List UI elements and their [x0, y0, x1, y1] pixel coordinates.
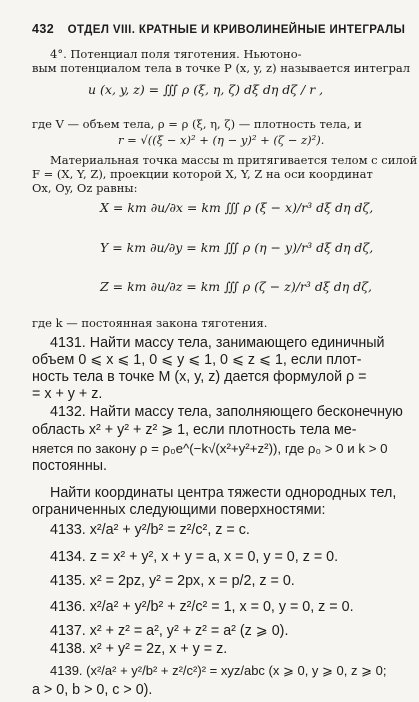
section-4-line-6: Ox, Oy, Oz равны: [32, 181, 138, 195]
section-4-line-7: где k — постоянная закона тяготения. [32, 316, 268, 330]
formula-force-x: X = km ∂u/∂x = km ∭ ρ (ξ − x)/r³ dξ dη dζ, [100, 200, 374, 215]
centroid-intro-line-1: Найти координаты центра тяжести однородных тел, [50, 485, 397, 501]
formula-force-y: Y = km ∂u/∂y = km ∭ ρ (η − y)/r³ dξ dη dζ, [100, 240, 374, 255]
problem-4131-line-1: 4131. Найти массу тела, занимающего единичный [50, 335, 385, 351]
problem-4132-line-3: няется по закону ρ = ρ₀e^(−k√(x²+y²+z²)), где ρ₀ > 0 и k > 0 [32, 441, 388, 456]
problem-4134: 4134. z = x² + y², x + y = a, x = 0, y = 0, z = 0. [50, 549, 339, 565]
problem-4131-line-4: = x + y + z. [32, 386, 103, 402]
problem-4131-line-2: объем 0 ⩽ x ⩽ 1, 0 ⩽ y ⩽ 1, 0 ⩽ z ⩽ 1, если плот- [32, 352, 362, 368]
problem-4132-line-1: 4132. Найти массу тела, заполняющего бесконечную [50, 404, 403, 420]
page-header [32, 22, 405, 36]
problem-4132-line-2: область x² + y² + z² ⩾ 1, если плотность тела ме- [32, 422, 357, 438]
problem-4139-line-1: 4139. (x²/a² + y²/b² + z²/c²)² = xyz/abc (x ⩾ 0, y ⩾ 0, z ⩾ 0; [50, 663, 387, 678]
problem-4138: 4138. x² + y² = 2z, x + y = z. [50, 641, 228, 657]
section-4-heading: 4°. Потенциал поля тяготения. Ньютоно- [50, 47, 302, 61]
problem-4135: 4135. x² = 2pz, y² = 2px, x = p/2, z = 0. [50, 573, 295, 589]
problem-4133: 4133. x²/a² + y²/b² = z²/c², z = c. [50, 522, 250, 538]
problem-4132-line-4: постоянны. [32, 458, 107, 474]
formula-force-z: Z = km ∂u/∂z = km ∭ ρ (ζ − z)/r³ dξ dη dζ, [100, 279, 372, 294]
section-4-line-4: Материальная точка массы m притягивается телом с силой [50, 153, 418, 167]
page-number: 432 [32, 22, 55, 36]
formula-r: r = √((ξ − x)² + (η − y)² + (ζ − z)²). [118, 133, 325, 147]
chapter-title: ОТДЕЛ VIII. КРАТНЫЕ И КРИВОЛИНЕЙНЫЕ ИНТЕГРАЛЫ [67, 24, 406, 36]
problem-4131-line-3: ность тела в точке M (x, y, z) дается формулой ρ = [32, 369, 367, 385]
section-4-line-3: где V — объем тела, ρ = ρ (ξ, η, ζ) — плотность тела, и [32, 117, 362, 131]
problem-4136: 4136. x²/a² + y²/b² + z²/c² = 1, x = 0, y = 0, z = 0. [50, 599, 354, 615]
problem-4139-line-2: a > 0, b > 0, c > 0). [32, 682, 153, 698]
problem-4137: 4137. x² + z² = a², y² + z² = a² (z ⩾ 0). [50, 623, 289, 639]
section-4-line-2: вым потенциалом тела в точке P (x, y, z) называется интеграл [32, 61, 411, 75]
section-4-line-5: F = (X, Y, Z), проекции которой X, Y, Z на оси координат [32, 167, 373, 181]
formula-newton-potential: u (x, y, z) = ∭ ρ (ξ, η, ζ) dξ dη dζ / r , [88, 82, 324, 97]
centroid-intro-line-2: ограниченных следующими поверхностями: [32, 502, 326, 518]
